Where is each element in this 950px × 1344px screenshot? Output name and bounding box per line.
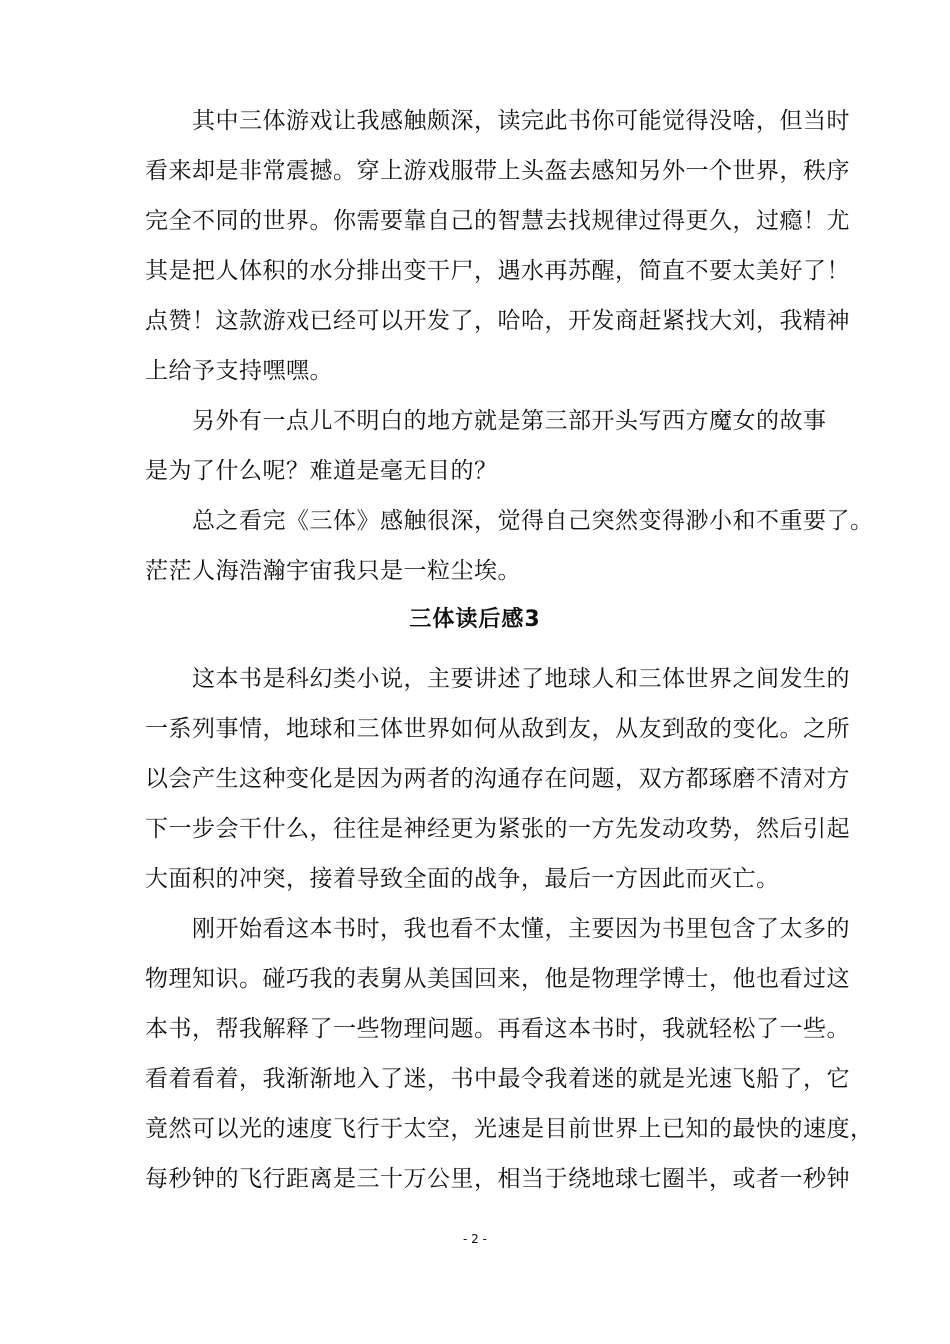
text-line: 竟然可以光的速度飞行于太空，光速是目前世界上已知的最快的速度， <box>145 1116 874 1142</box>
text-line: 每秒钟的飞行距离是三十万公里，相当于绕地球七圈半，或者一秒钟 <box>145 1166 850 1192</box>
text-line: 大面积的冲突，接着导致全面的战争，最后一方因此而灭亡。 <box>145 866 780 892</box>
text-line: 这本书是科幻类小说，主要讲述了地球人和三体世界之间发生的 <box>145 666 850 692</box>
text-line: 茫茫人海浩瀚宇宙我只是一粒尘埃。 <box>145 558 521 584</box>
text-line: 完全不同的世界。你需要靠自己的智慧去找规律过得更久，过瘾！尤 <box>145 208 850 234</box>
text-line: 物理知识。碰巧我的表舅从美国回来，他是物理学博士，他也看过这 <box>145 966 850 992</box>
text-line: 刚开始看这本书时，我也看不太懂，主要因为书里包含了太多的 <box>145 916 850 942</box>
text-line: 上给予支持嘿嘿。 <box>145 358 333 384</box>
text-line: 是为了什么呢？难道是毫无目的？ <box>145 458 498 484</box>
text-line: 以会产生这种变化是因为两者的沟通存在问题，双方都琢磨不清对方 <box>145 766 850 792</box>
text-line: 一系列事情，地球和三体世界如何从敌到友，从友到敌的变化。之所 <box>145 716 850 742</box>
text-line: 总之看完《三体》感触很深，觉得自己突然变得渺小和不重要了。 <box>145 508 874 534</box>
page-number: - 2 - <box>463 1232 487 1246</box>
text-line: 其中三体游戏让我感触颇深，读完此书你可能觉得没啥，但当时 <box>145 108 850 134</box>
text-line: 本书，帮我解释了一些物理问题。再看这本书时，我就轻松了一些。 <box>145 1016 850 1042</box>
text-line: 看着看着，我渐渐地入了迷，书中最令我着迷的就是光速飞船了，它 <box>145 1066 850 1092</box>
text-line: 另外有一点儿不明白的地方就是第三部开头写西方魔女的故事 <box>145 408 827 434</box>
text-line: 下一步会干什么，往往是神经更为紧张的一方先发动攻势，然后引起 <box>145 816 850 842</box>
text-line: 看来却是非常震撼。穿上游戏服带上头盔去感知另外一个世界，秩序 <box>145 158 850 184</box>
text-line: 点赞！这款游戏已经可以开发了，哈哈，开发商赶紧找大刘，我精神 <box>145 308 850 334</box>
text-line: 其是把人体积的水分排出变干尸，遇水再苏醒，简直不要太美好了！ <box>145 258 850 284</box>
section-heading: 三体读后感3 <box>409 607 541 632</box>
